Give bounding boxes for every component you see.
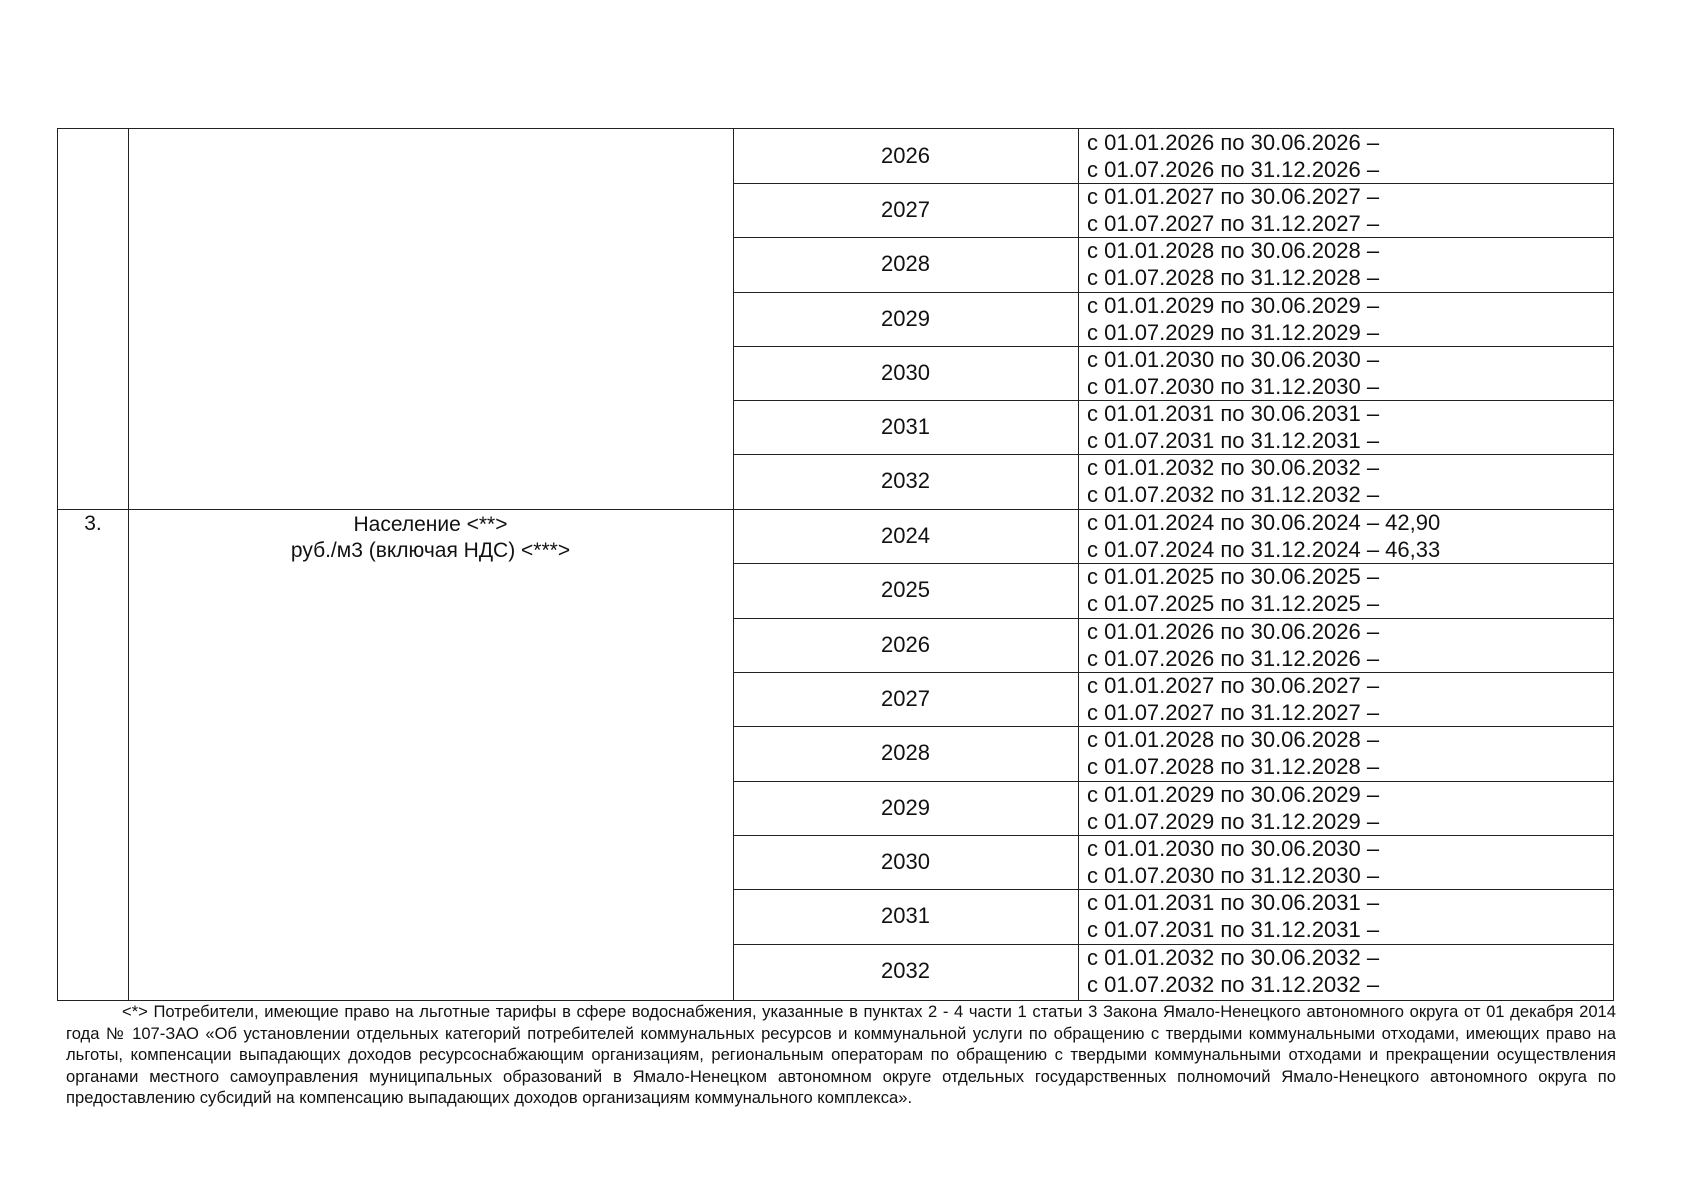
period-first-half: с 01.01.2029 по 30.06.2029 –: [1087, 293, 1380, 318]
period-second-half: с 01.07.2030 по 31.12.2030 –: [1087, 863, 1380, 888]
period-second-half: с 01.07.2029 по 31.12.2029 –: [1087, 809, 1380, 834]
period-cell: [1087, 454, 1607, 508]
period-second-half: с 01.07.2027 по 31.12.2027 –: [1087, 700, 1380, 725]
period-first-half: с 01.01.2026 по 30.06.2026 –: [1087, 130, 1380, 155]
period-first-half: с 01.01.2030 по 30.06.2030 –: [1087, 836, 1380, 861]
consumer-category: [128, 512, 733, 564]
period-second-half: с 01.07.2031 по 31.12.2031 –: [1087, 917, 1380, 942]
column-divider: [1078, 129, 1079, 1000]
year-cell: 2027: [881, 686, 930, 711]
column-divider: [128, 129, 129, 1000]
period-second-half: с 01.07.2030 по 31.12.2030 –: [1087, 374, 1380, 399]
period-second-half: с 01.07.2032 по 31.12.2032 –: [1087, 972, 1380, 997]
tariff-table: [57, 128, 1614, 1001]
period-cell: [1087, 237, 1607, 291]
period-second-half: с 01.07.2025 по 31.12.2025 –: [1087, 591, 1380, 616]
period-first-half: с 01.01.2027 по 30.06.2027 –: [1087, 184, 1380, 209]
year-cell: 2026: [881, 143, 930, 168]
period-second-half: с 01.07.2027 по 31.12.2027 –: [1087, 211, 1380, 236]
period-first-half: с 01.01.2031 по 30.06.2031 –: [1087, 401, 1380, 426]
period-second-half: с 01.07.2026 по 31.12.2026 –: [1087, 157, 1380, 182]
period-cell: [1087, 129, 1607, 183]
period-first-half: с 01.01.2031 по 30.06.2031 –: [1087, 890, 1380, 915]
period-cell: [1087, 781, 1607, 835]
year-cell: 2032: [881, 958, 930, 983]
period-second-half: с 01.07.2031 по 31.12.2031 –: [1087, 428, 1380, 453]
period-cell: [1087, 183, 1607, 237]
year-cell: 2028: [881, 251, 930, 276]
period-cell: [1087, 672, 1607, 726]
period-first-half: с 01.01.2028 по 30.06.2028 –: [1087, 238, 1380, 263]
period-cell: [1087, 835, 1607, 889]
year-cell: 2029: [881, 306, 930, 331]
year-cell: 2028: [881, 740, 930, 765]
year-cell: 2030: [881, 849, 930, 874]
period-second-half: с 01.07.2028 по 31.12.2028 –: [1087, 265, 1380, 290]
period-cell: [1087, 346, 1607, 400]
period-first-half: с 01.01.2026 по 30.06.2026 –: [1087, 619, 1380, 644]
period-cell: [1087, 563, 1607, 617]
year-cell: 2030: [881, 360, 930, 385]
period-first-half: с 01.01.2028 по 30.06.2028 –: [1087, 727, 1380, 752]
period-first-half: с 01.01.2032 по 30.06.2032 –: [1087, 455, 1380, 480]
period-cell: [1087, 944, 1607, 998]
period-first-half: с 01.01.2024 по 30.06.2024 – 42,90: [1087, 510, 1441, 535]
year-cell: 2032: [881, 468, 930, 493]
row-number: 3.: [84, 512, 102, 535]
period-second-half: с 01.07.2024 по 31.12.2024 – 46,33: [1087, 537, 1441, 562]
period-cell: [1087, 400, 1607, 454]
year-cell: 2031: [881, 903, 930, 928]
period-second-half: с 01.07.2032 по 31.12.2032 –: [1087, 482, 1380, 507]
period-cell: [1087, 618, 1607, 672]
period-cell: [1087, 509, 1607, 563]
category-unit: руб./м3 (включая НДС) <***>: [290, 539, 571, 562]
footnote-text: <*> Потребители, имеющие право на льготные тарифы в сфере водоснабжения, указанные в пунктах 2 - 4 части 1 статьи 3 Закона Ямало-Ненецкого автономного округа от 01 декабря 2014 года № 107-ЗАО «Об установлении отдельных категорий потребителей коммунальных ресурсов и коммунальной услуги по обращению с твердыми коммунальными отходами, имеющих право на льготы, компенсации выпадающих доходов ресурсоснабжающим организациям, региональным операторам по обращению с твердыми коммунальными отходами и прекращении осуществления органами местного самоуправления муниципальных образований в Ямало-Ненецком автономном округе отдельных государственных полномочий Ямало-Ненецкого автономного округа по предоставлению субсидий на компенсацию выпадающих доходов организациям коммунального комплекса».: [66, 1002, 1616, 1108]
category-name: Население <**>: [353, 513, 508, 536]
year-cell: 2031: [881, 414, 930, 439]
period-second-half: с 01.07.2029 по 31.12.2029 –: [1087, 320, 1380, 345]
period-first-half: с 01.01.2030 по 30.06.2030 –: [1087, 347, 1380, 372]
period-first-half: с 01.01.2032 по 30.06.2032 –: [1087, 945, 1380, 970]
period-first-half: с 01.01.2025 по 30.06.2025 –: [1087, 564, 1380, 589]
period-first-half: с 01.01.2029 по 30.06.2029 –: [1087, 782, 1380, 807]
year-cell: 2024: [881, 523, 930, 548]
period-first-half: с 01.01.2027 по 30.06.2027 –: [1087, 673, 1380, 698]
period-cell: [1087, 889, 1607, 943]
year-cell: 2025: [881, 577, 930, 602]
year-cell: 2027: [881, 197, 930, 222]
year-cell: 2026: [881, 632, 930, 657]
period-second-half: с 01.07.2026 по 31.12.2026 –: [1087, 646, 1380, 671]
period-cell: [1087, 726, 1607, 780]
period-second-half: с 01.07.2028 по 31.12.2028 –: [1087, 754, 1380, 779]
year-cell: 2029: [881, 795, 930, 820]
period-cell: [1087, 292, 1607, 346]
